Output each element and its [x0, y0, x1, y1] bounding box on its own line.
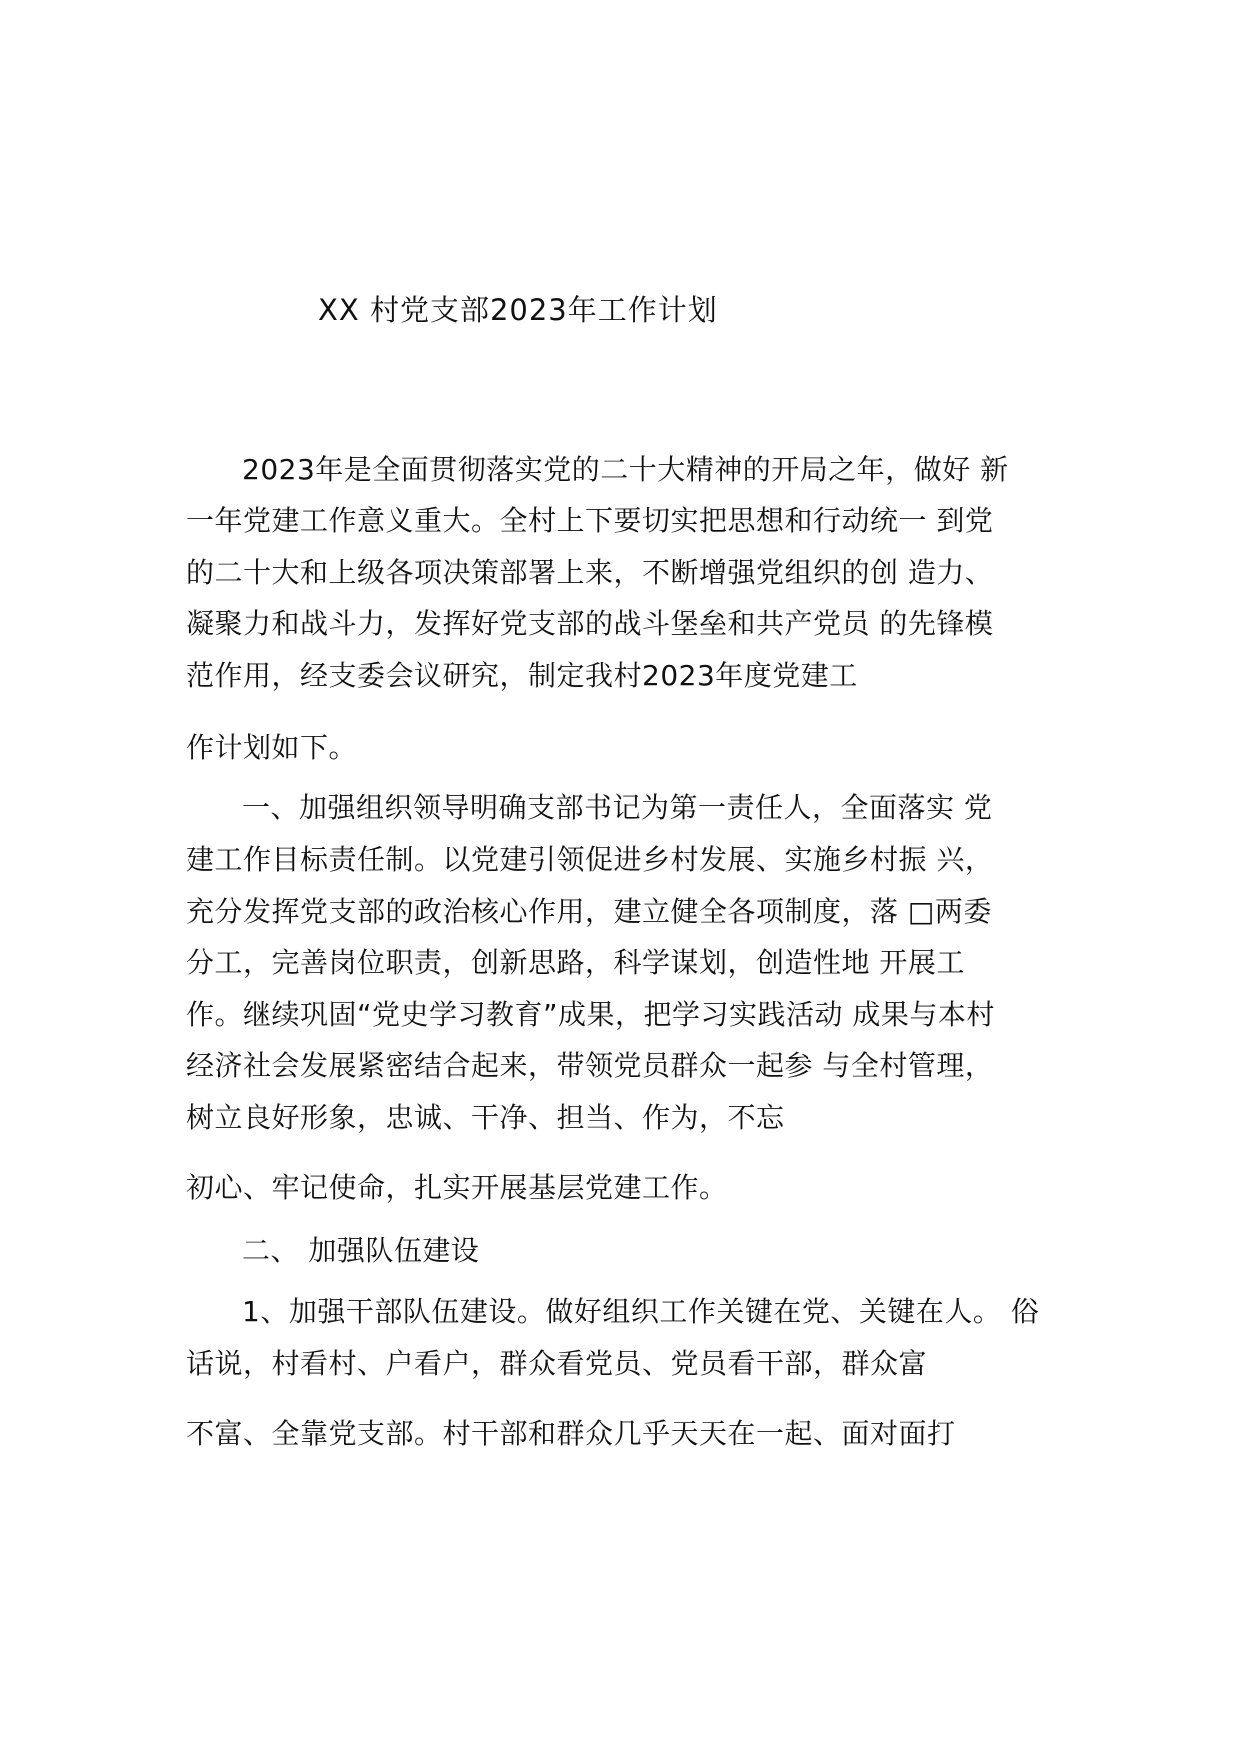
- paragraph-line: 分工，完善岗位职责，创新思路，科学谋划，创造性地 开展工: [186, 946, 965, 979]
- paragraph-line: 2023年是全面贯彻落实党的二十大精神的开局之年，做好 新: [242, 453, 1009, 486]
- paragraph-line: 建工作目标责任制。以党建引领促进乡村发展、实施乡村振 兴，: [186, 843, 994, 876]
- paragraph-line: 范作用，经支委会议研究，制定我村2023年度党建工: [186, 659, 858, 692]
- paragraph-line: 不富、全靠党支部。村干部和群众几乎天天在一起、面对面打: [186, 1417, 956, 1450]
- paragraph-line: 凝聚力和战斗力，发挥好党支部的战斗堡垒和共产党员 的先锋模: [186, 607, 994, 640]
- paragraph-line: 的二十大和上级各项决策部署上来，不断增强党组织的创 造力、: [186, 556, 994, 589]
- paragraph-line: 话说，村看村、户看户，群众看党员、党员看干部，群众富: [186, 1347, 928, 1380]
- paragraph-line: 一年党建工作意义重大。全村上下要切实把思想和行动统一 到党: [186, 504, 994, 537]
- document-title: XX 村党支部2023年工作计划: [318, 293, 718, 327]
- paragraph-line: 作计划如下。: [186, 731, 358, 764]
- paragraph-line: 作。继续巩固“党史学习教育”成果，把学习实践活动 成果与本村: [186, 998, 995, 1031]
- paragraph-line: 1、加强干部队伍建设。做好组织工作关键在党、关键在人。 俗: [242, 1295, 1040, 1328]
- paragraph-line: 经济社会发展紧密结合起来，带领党员群众一起参 与全村管理，: [186, 1049, 994, 1082]
- section-two-heading: 二、 加强队伍建设: [242, 1234, 480, 1267]
- paragraph-line: 初心、牢记使命，扎实开展基层党建工作。: [186, 1171, 728, 1204]
- section-one-line: 一、加强组织领导明确支部书记为第一责任人，全面落实 党: [242, 791, 993, 824]
- paragraph-line: 充分发挥党支部的政治核心作用，建立健全各项制度，落 □两委: [186, 895, 992, 928]
- paragraph-line: 树立良好形象，忠诚、干净、担当、作为，不忘: [186, 1101, 785, 1134]
